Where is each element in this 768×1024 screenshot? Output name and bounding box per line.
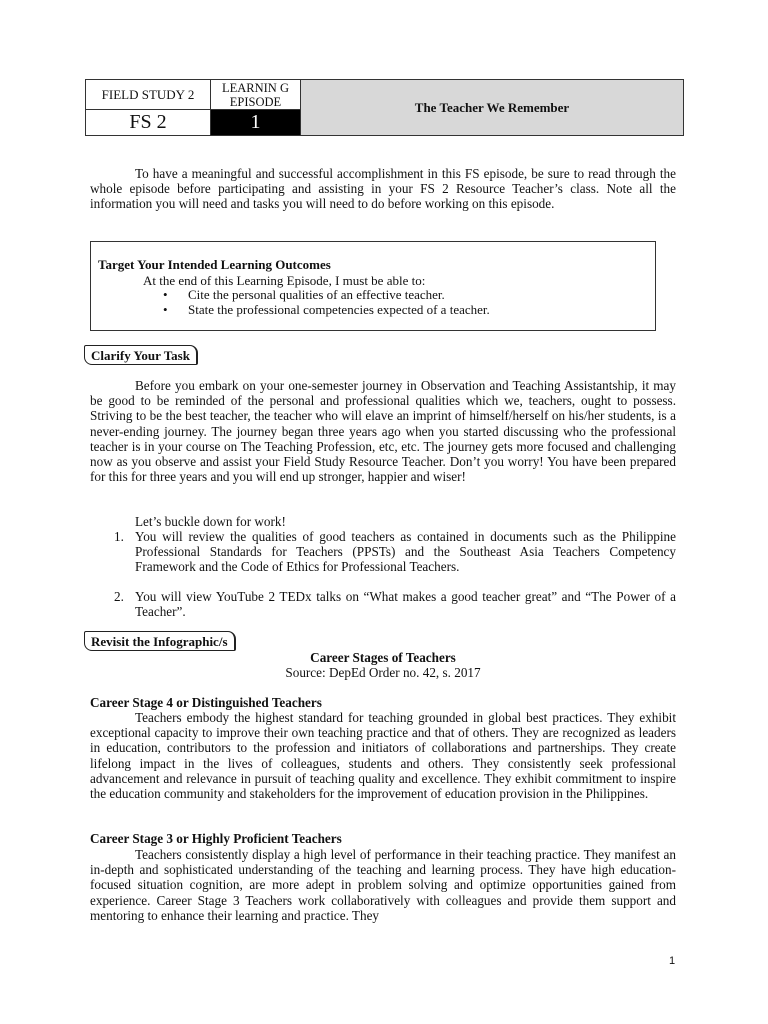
learning-episode-label: LEARNIN G EPISODE xyxy=(211,80,301,110)
learning-outcomes-box xyxy=(90,241,656,331)
stage4-paragraph: Teachers embody the highest standard for teaching grounded in global best practices. They exhibit exceptional capacity to improve their own teaching practice and that of others. They are recognized as leaders in education, contributors to the profession and initiators of collaborations and partnerships. They create lifelong impact in the lives of colleagues, students and others. They consistently seek professional advancement and relevance in pursuit of teaching quality and excellence. They exhibit commitment to inspire the education community and stakeholders for the improvement of education provision in the Philippines. xyxy=(90,710,676,802)
task-text: You will review the qualities of good teachers as contained in documents such as the Philippine Professional Standards for Teachers (PPSTs) and the Southeast Asia Teachers Competency Framework and the Code of Ethics for Professional Teachers. xyxy=(135,529,676,575)
clarify-task-tag: Clarify Your Task xyxy=(84,345,198,365)
outcomes-list xyxy=(161,287,490,317)
revisit-infographic-tag: Revisit the Infographic/s xyxy=(84,631,236,651)
list-item: • Cite the personal qualities of an effective teacher. xyxy=(161,287,490,302)
field-study-label: FIELD STUDY 2 xyxy=(86,80,211,110)
clarify-paragraph: Before you embark on your one-semester journey in Observation and Teaching Assistantship, it may be good to be reminded of the personal and professional qualities which we, teachers, ought to possess. Striving to be the best teacher, the teacher who will elave an imprint of himself/herself on his/her students, is a never-ending journey. The journey began three years ago when you started discussing who the professional teacher is in your course on The Teaching Profession, etc, etc. The journey gets more focused and challenging now as you observe and assist your Field Study Resource Teacher. Don’t you worry! You have been prepared for this for three years and you will end up stronger, happier and wiser! xyxy=(90,378,676,485)
task-item-2 xyxy=(90,589,676,619)
task-item-1 xyxy=(90,529,676,575)
outcomes-heading: Target Your Intended Learning Outcomes xyxy=(98,257,331,272)
episode-number: 1 xyxy=(211,110,301,136)
header-table xyxy=(85,79,684,136)
stage3-heading: Career Stage 3 or Highly Proficient Teachers xyxy=(90,831,342,846)
task-text: You will view YouTube 2 TEDx talks on “What makes a good teacher great” and “The Power of a Teacher”. xyxy=(135,589,676,620)
stage3-paragraph: Teachers consistently display a high level of performance in their teaching practice. They manifest an in-depth and sophisticated understanding of the teaching and learning process. They have high education-focused situation cognition, are more adept in problem solving and optimize opportunities gained from experience. Career Stage 3 Teachers work collaboratively with colleagues and provide them support and mentoring to enhance their learning and practice. They xyxy=(90,847,676,923)
buckle-line: Let’s buckle down for work! xyxy=(135,514,286,529)
task-number: 1. xyxy=(114,529,124,544)
task-number: 2. xyxy=(114,589,124,604)
page-number: 1 xyxy=(669,955,676,967)
stage4-heading: Career Stage 4 or Distinguished Teachers xyxy=(90,695,322,710)
fs-code: FS 2 xyxy=(86,110,211,136)
career-stages-title: Career Stages of Teachers xyxy=(310,650,456,665)
episode-title: The Teacher We Remember xyxy=(301,80,684,136)
intro-paragraph: To have a meaningful and successful accomplishment in this FS episode, be sure to read through the whole episode before participating and assisting in your FS 2 Resource Teacher’s class. Note all the information you will need and tasks you will need to do before working on this episode. xyxy=(90,166,676,212)
outcomes-intro: At the end of this Learning Episode, I must be able to: xyxy=(143,273,426,288)
list-item: • State the professional competencies expected of a teacher. xyxy=(161,302,490,317)
career-stages-source: Source: DepEd Order no. 42, s. 2017 xyxy=(285,665,481,680)
